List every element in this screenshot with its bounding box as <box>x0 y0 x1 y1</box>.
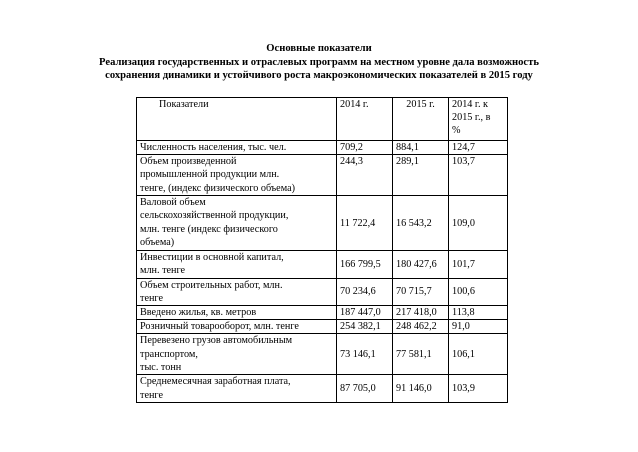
cell-indicator: Объем строительных работ, млн. тенге <box>137 278 337 305</box>
table-row <box>137 334 508 375</box>
table-row <box>137 251 508 278</box>
table-row <box>137 375 508 402</box>
indicators-table <box>136 97 508 403</box>
cell-indicator: Численность населения, тыс. чел. <box>137 141 337 155</box>
cell-2014: 254 382,1 <box>337 320 393 334</box>
table-row <box>137 306 508 320</box>
cell-ratio: 91,0 <box>449 320 508 334</box>
cell-2014: 166 799,5 <box>337 251 393 278</box>
cell-indicator: Перевезено грузов автомобильным транспортом, тыс. тонн <box>137 334 337 375</box>
cell-2014: 73 146,1 <box>337 334 393 375</box>
cell-2015: 248 462,2 <box>393 320 449 334</box>
table-row <box>137 320 508 334</box>
document-heading <box>0 42 638 83</box>
table-row <box>137 278 508 305</box>
header-2015: 2015 г. <box>393 98 449 141</box>
cell-2014: 244,3 <box>337 155 393 196</box>
cell-indicator: Валовой объем сельскохозяйственной продукции, млн. тенге (индекс физического объема) <box>137 196 337 251</box>
header-indicator: Показатели <box>137 98 337 141</box>
cell-2015: 91 146,0 <box>393 375 449 402</box>
cell-indicator: Среднемесячная заработная плата, тенге <box>137 375 337 402</box>
cell-2014: 70 234,6 <box>337 278 393 305</box>
cell-ratio: 109,0 <box>449 196 508 251</box>
cell-2015: 217 418,0 <box>393 306 449 320</box>
table-row <box>137 155 508 196</box>
cell-ratio: 103,9 <box>449 375 508 402</box>
cell-ratio: 124,7 <box>449 141 508 155</box>
cell-2015: 16 543,2 <box>393 196 449 251</box>
cell-2015: 180 427,6 <box>393 251 449 278</box>
cell-ratio: 113,8 <box>449 306 508 320</box>
cell-ratio: 101,7 <box>449 251 508 278</box>
cell-indicator: Розничный товарооборот, млн. тенге <box>137 320 337 334</box>
cell-2014: 187 447,0 <box>337 306 393 320</box>
cell-2014: 11 722,4 <box>337 196 393 251</box>
heading-title: Основные показатели <box>266 43 372 54</box>
cell-2014: 87 705,0 <box>337 375 393 402</box>
heading-line-2: Реализация государственных и отраслевых программ на местном уровне дала возможность <box>99 56 539 68</box>
cell-ratio: 106,1 <box>449 334 508 375</box>
cell-ratio: 100,6 <box>449 278 508 305</box>
cell-indicator: Инвестиции в основной капитал, млн. тенге <box>137 251 337 278</box>
header-ratio: 2014 г. к 2015 г., в % <box>449 98 508 141</box>
table-row <box>137 141 508 155</box>
cell-2015: 77 581,1 <box>393 334 449 375</box>
cell-2015: 70 715,7 <box>393 278 449 305</box>
table-row <box>137 196 508 251</box>
table-header-row <box>137 98 508 141</box>
cell-indicator: Объем произведенной промышленной продукции млн. тенге, (индекс физического объема) <box>137 155 337 196</box>
heading-line-3: сохранения динамики и устойчивого роста макроэкономических показателей в 2015 году <box>105 70 533 81</box>
cell-2015: 884,1 <box>393 141 449 155</box>
cell-2015: 289,1 <box>393 155 449 196</box>
cell-indicator: Введено жилья, кв. метров <box>137 306 337 320</box>
cell-ratio: 103,7 <box>449 155 508 196</box>
header-2014: 2014 г. <box>337 98 393 141</box>
cell-2014: 709,2 <box>337 141 393 155</box>
